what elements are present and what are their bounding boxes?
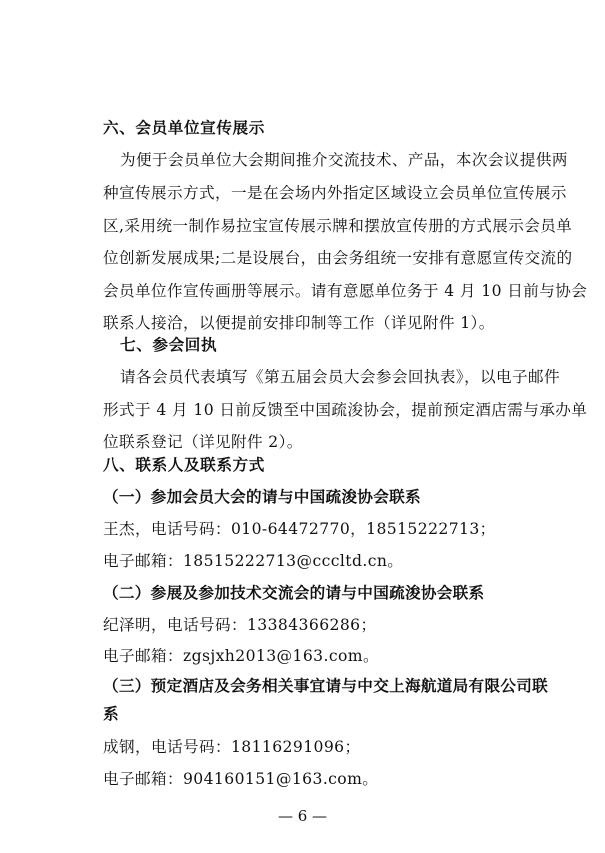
subsection-2-title: （二）参展及参加技术交流会的请与中国疏浚协会联系: [103, 584, 485, 602]
section-6-line-4: 位创新发展成果;二是设展台，由会务组统一安排有意愿宣传交流的: [103, 249, 573, 267]
section-7-line-1: 请各会员代表填写《第五届会员大会参会回执表》，以电子邮件: [120, 368, 561, 386]
section-7-line-2: 形式于 4 月 10 日前反馈至中国疏浚协会，提前预定酒店需与承办单: [103, 401, 588, 419]
section-8-heading: 八、联系人及联系方式: [103, 456, 265, 474]
section-7-line-3: 位联系登记（详见附件 2）。: [103, 433, 303, 451]
subsection-2-email: 电子邮箱：zgsjxh2013@163.com。: [103, 647, 379, 665]
section-6-line-1: 为便于会员单位大会期间推介交流技术、产品，本次会议提供两: [120, 151, 568, 169]
section-6-line-5: 会员单位作宣传画册等展示。请有意愿单位务于 4 月 10 日前与协会: [103, 282, 588, 300]
section-7-heading: 七、参会回执: [120, 336, 218, 354]
subsection-3-contact: 成钢，电话号码：18116291096；: [103, 738, 361, 756]
subsection-3-title-line-2: 系: [103, 705, 119, 723]
subsection-3-email: 电子邮箱：904160151@163.com。: [103, 770, 379, 788]
section-6-line-6: 联系人接洽，以便提前安排印制等工作（详见附件 1）。: [103, 314, 495, 332]
section-6-line-3: 区,采用统一制作易拉宝宣传展示牌和摆放宣传册的方式展示会员单: [103, 217, 573, 235]
subsection-1-title: （一）参加会员大会的请与中国疏浚协会联系: [103, 488, 421, 506]
subsection-3-title-line-1: （三）预定酒店及会务相关事宜请与中交上海航道局有限公司联: [103, 677, 549, 695]
section-6-line-2: 种宣传展示方式，一是在会场内外指定区域设立会员单位宣传展示: [103, 184, 567, 202]
subsection-1-contact: 王杰，电话号码：010-64472770，18515222713；: [103, 520, 496, 538]
page-number: — 6 —: [277, 807, 328, 825]
section-6-heading: 六、会员单位宣传展示: [103, 119, 265, 137]
subsection-2-contact: 纪泽明，电话号码：13384366286；: [103, 616, 377, 634]
subsection-1-email: 电子邮箱：18515222713@cccltd.cn。: [103, 552, 404, 570]
